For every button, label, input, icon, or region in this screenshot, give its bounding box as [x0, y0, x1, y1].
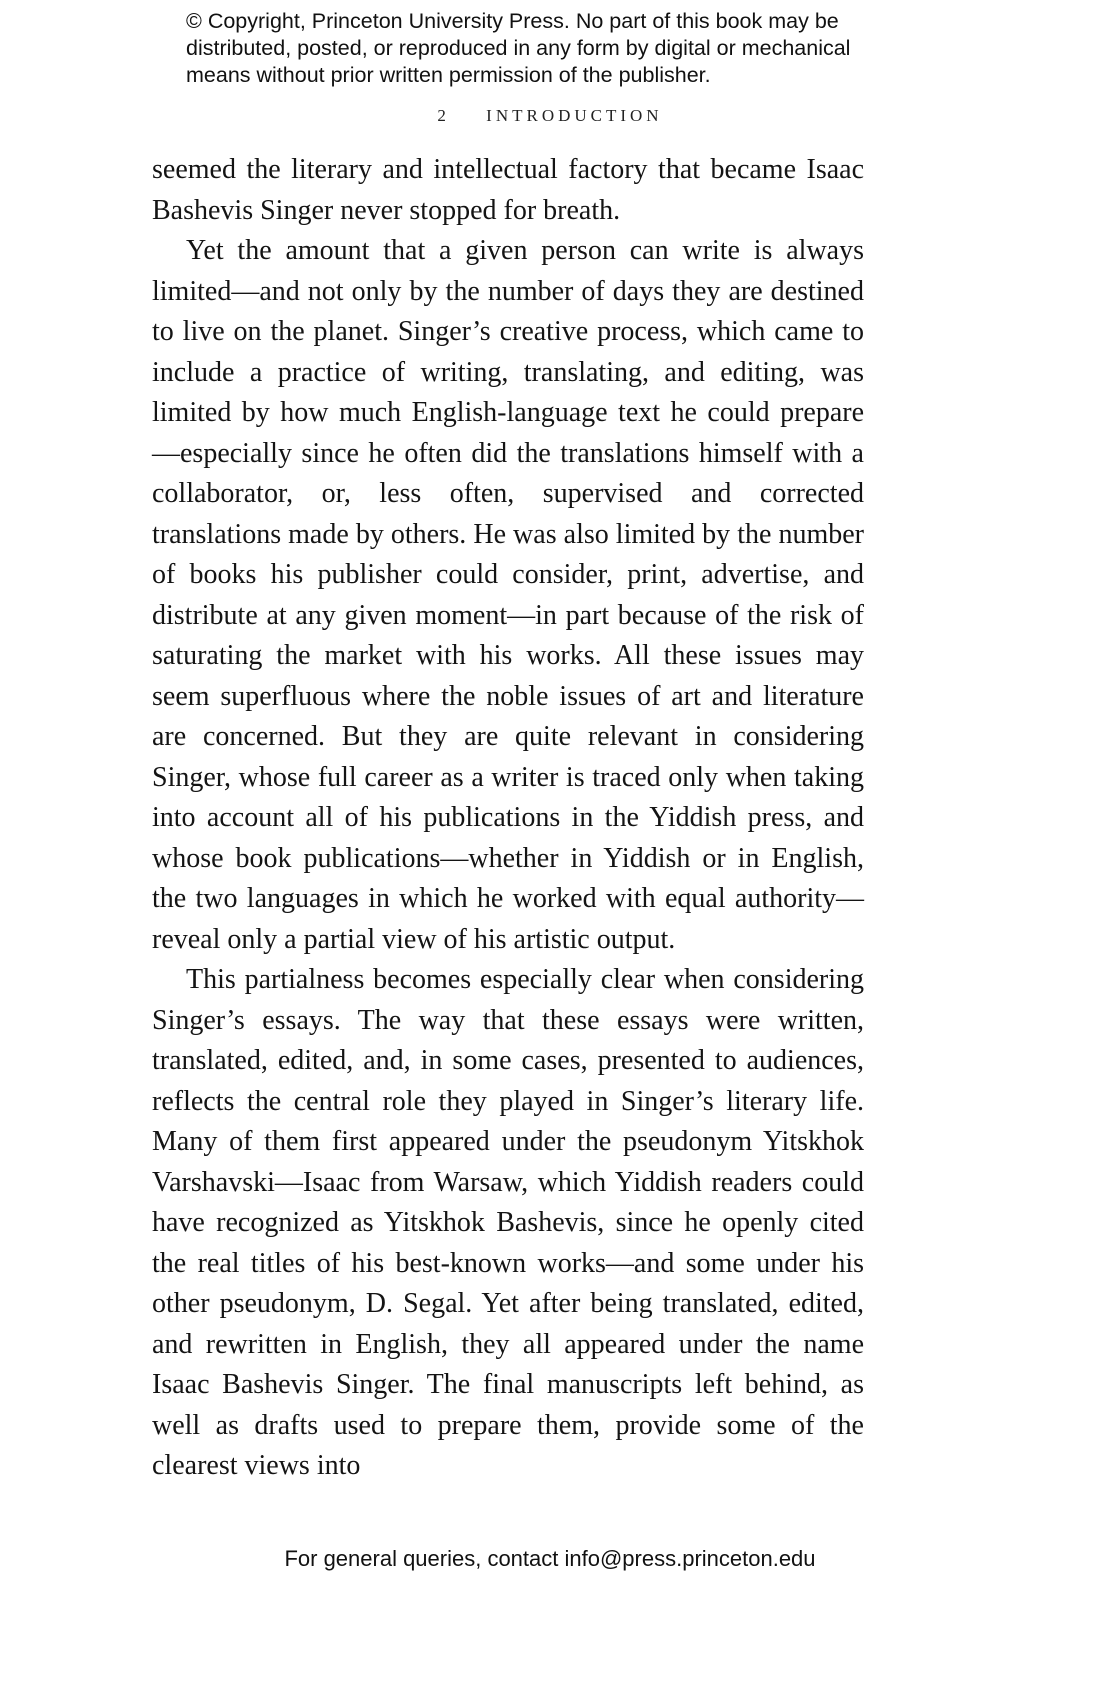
body-text [152, 150, 864, 1487]
page-number: 2 [437, 106, 450, 125]
paragraph: This partialness becomes especially clear when considering Singer’s essays. The way that these essays were written, translated, edited, and, in some cases, presented to audiences, reflects the central role they played in Singer’s literary life. Many of them first appeared under the pseudonym Yitskhok Varshavski—Isaac from Warsaw, which Yiddish readers could have recognized as Yitskhok Bashevis, since he openly cited the real titles of his best-known works—and some under his other pseudonym, D. Segal. Yet after being translated, edited, and rewritten in English, they all appeared under the name Isaac Bashevis Singer. The final manuscripts left behind, as well as drafts used to prepare them, provide some of the clearest views into [152, 964, 864, 1481]
footer-contact-note: For general queries, contact info@press.princeton.edu [284, 1546, 816, 1571]
copyright-notice: © Copyright, Princeton University Press. No part of this book may be distributed, posted, or reproduced in any form by digital or mechanical means without prior written permission of the publisher. [186, 9, 851, 87]
running-header [0, 106, 1100, 126]
paragraph: seemed the literary and intellectual factory that became Isaac Bashevis Singer never stopped for breath. [152, 154, 864, 226]
paragraph: Yet the amount that a given person can write is always limited—and not only by the number of days they are destined to live on the planet. Singer’s creative process, which came to include a practice of writing, translating, and editing, was limited by how much English-language text he could prepare—especially since he often did the translations himself with a collaborator, or, less often, supervised and corrected translations made by others. He was also limited by the number of books his publisher could consider, print, advertise, and distribute at any given moment—in part because of the risk of saturating the market with his works. All these issues may seem superfluous where the noble issues of art and literature are concerned. But they are quite relevant in considering Singer, whose full career as a writer is traced only when taking into account all of his publications in the Yiddish press, and whose book publications—whether in Yiddish or in English, the two languages in which he worked with equal authority—reveal only a partial view of his artistic output. [152, 235, 864, 955]
section-title: INTRODUCTION [486, 106, 663, 125]
